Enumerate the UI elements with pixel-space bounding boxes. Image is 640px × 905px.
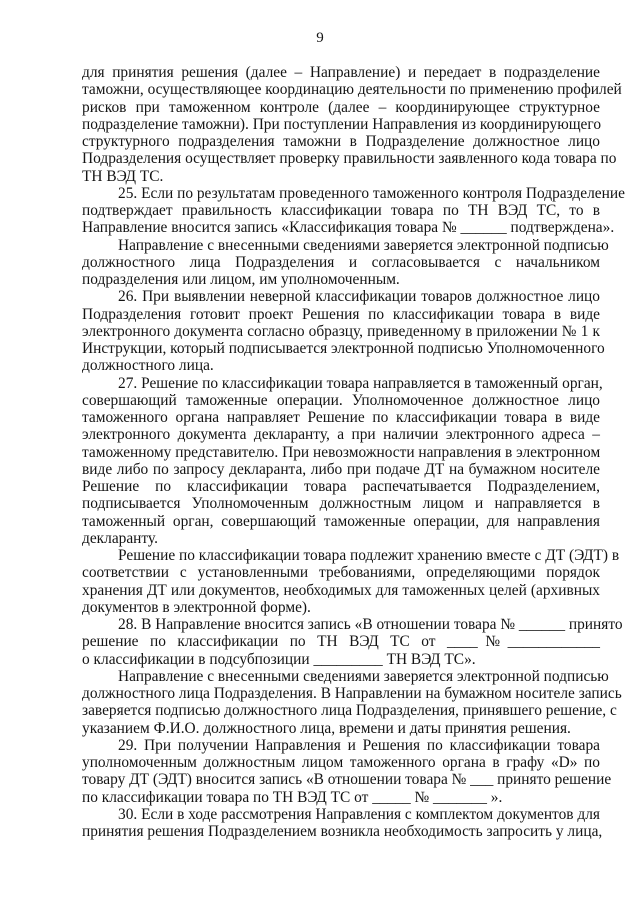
paragraph bbox=[82, 374, 603, 548]
text-line: совершающий таможенные операции. Уполномоченное должностное лицо bbox=[82, 391, 600, 409]
text-line: Направление с внесенными сведениями заверяется электронной подписью bbox=[118, 236, 609, 254]
text-line: виде либо по запросу декларанта, либо при подаче ДТ на бумажном носителе bbox=[82, 460, 600, 478]
text-line: 30. Если в ходе рассмотрения Направления с комплектом документов для bbox=[118, 805, 600, 823]
page-number: 9 bbox=[316, 30, 324, 46]
paragraph bbox=[82, 288, 605, 375]
text-line: о классификации в подсубпозиции _________ ТН ВЭД ТС». bbox=[82, 650, 476, 668]
text-line: 29. При получении Направления и Решения по классификации товара bbox=[118, 736, 600, 754]
text-line: подписывается Уполномоченным должностным лицом и направляется в bbox=[82, 495, 600, 513]
text-line: подтверждает правильность классификации товара по ТН ВЭД ТС, то в bbox=[82, 202, 600, 219]
text-line: таможни, осуществляющее координацию деятельности по применению профилей bbox=[82, 81, 622, 99]
text-line: декларанту. bbox=[82, 529, 158, 547]
text-line: рисков при таможенном контроле (далее – координирующее структурное bbox=[82, 98, 600, 116]
text-line: по классификации товара по ТН ВЭД ТС от _____ № _______ ». bbox=[82, 788, 503, 806]
text-line: для принятия решения (далее – Направление) и передает в подразделение bbox=[82, 64, 600, 81]
text-line: электронного документа декларанту, а при наличии электронного адреса – bbox=[82, 426, 600, 444]
text-line: принятия решения Подразделением возникла необходимость запросить у лица, bbox=[82, 823, 603, 840]
text-line: должностного лица Подразделения и согласовывается с начальником bbox=[82, 253, 600, 271]
text-line: Направление с внесенными сведениями заверяется электронной подписью bbox=[118, 667, 609, 685]
text-line: заверяется подписью должностного лица Подразделения, принявшего решение, с bbox=[82, 702, 617, 720]
text-line: структурного подразделения таможни в Подразделение должностное лицо bbox=[82, 133, 600, 150]
document-body bbox=[82, 64, 625, 840]
paragraph bbox=[82, 64, 622, 185]
text-line: решение по классификации по ТН ВЭД ТС от ____№____________ bbox=[82, 633, 600, 651]
text-line: Решение по классификации товара распечатывается Подразделением, bbox=[82, 478, 600, 495]
text-line: Подразделения готовит проект Решения по классификации товара в виде bbox=[82, 305, 600, 323]
paragraph bbox=[82, 736, 612, 806]
text-line: Решение по классификации товара подлежит хранению вместе с ДТ (ЭДТ) в bbox=[118, 547, 620, 564]
text-line: соответствии с установленными требованиями, определяющими порядок bbox=[82, 564, 600, 582]
text-line: должностного лица. bbox=[82, 357, 214, 375]
text-line: таможенного органа направляет Решение по классификации товара в виде bbox=[82, 409, 600, 426]
text-line: подразделения или лицом, им уполномоченным. bbox=[82, 271, 400, 288]
text-line: Инструкции, который подписывается электронной подписью Уполномоченного bbox=[82, 340, 605, 357]
text-line: Подразделения осуществляет проверку правильности заявленного кода товара по bbox=[82, 150, 617, 168]
paragraph bbox=[82, 184, 625, 237]
text-line: уполномоченным должностным лицом таможенного органа в графу «D» по bbox=[82, 754, 600, 771]
text-line: 28. В Направление вносится запись «В отношении товара № ______ принято bbox=[118, 616, 623, 633]
paragraph bbox=[82, 667, 622, 737]
text-line: должностного лица Подразделения. В Направлении на бумажном носителе запись bbox=[82, 685, 622, 702]
text-line: хранения ДТ или документов, необходимых для таможенных целей (архивных bbox=[82, 581, 600, 599]
text-line: Направление вносится запись «Классификация товара № ______ подтверждена». bbox=[82, 219, 615, 237]
paragraph bbox=[82, 236, 609, 289]
paragraph bbox=[82, 805, 603, 841]
text-line: таможенный орган, совершающий таможенные операции, для направления bbox=[82, 512, 600, 530]
paragraph bbox=[82, 616, 623, 668]
text-line: 27. Решение по классификации товара направляется в таможенный орган, bbox=[118, 374, 603, 392]
text-line: таможенному представителю. При невозможности направления в электронном bbox=[82, 443, 601, 461]
text-line: указанием Ф.И.О. должностного лица, времени и даты принятия решения. bbox=[82, 719, 571, 737]
text-line: 25. Если по результатам проведенного таможенного контроля Подразделение bbox=[118, 184, 625, 202]
text-line: товару ДТ (ЭДТ) вносится запись «В отношении товара № ___ принято решение bbox=[82, 771, 612, 789]
text-line: электронного документа согласно образцу, приведенному в приложении № 1 к bbox=[82, 322, 600, 340]
text-line: подразделение таможни). При поступлении Направления из координирующего bbox=[82, 115, 602, 133]
text-line: документов в электронной форме). bbox=[82, 598, 311, 616]
paragraph bbox=[82, 547, 620, 616]
text-line: 26. При выявлении неверной классификации товаров должностное лицо bbox=[118, 288, 600, 306]
text-line: ТН ВЭД ТС. bbox=[82, 167, 164, 185]
